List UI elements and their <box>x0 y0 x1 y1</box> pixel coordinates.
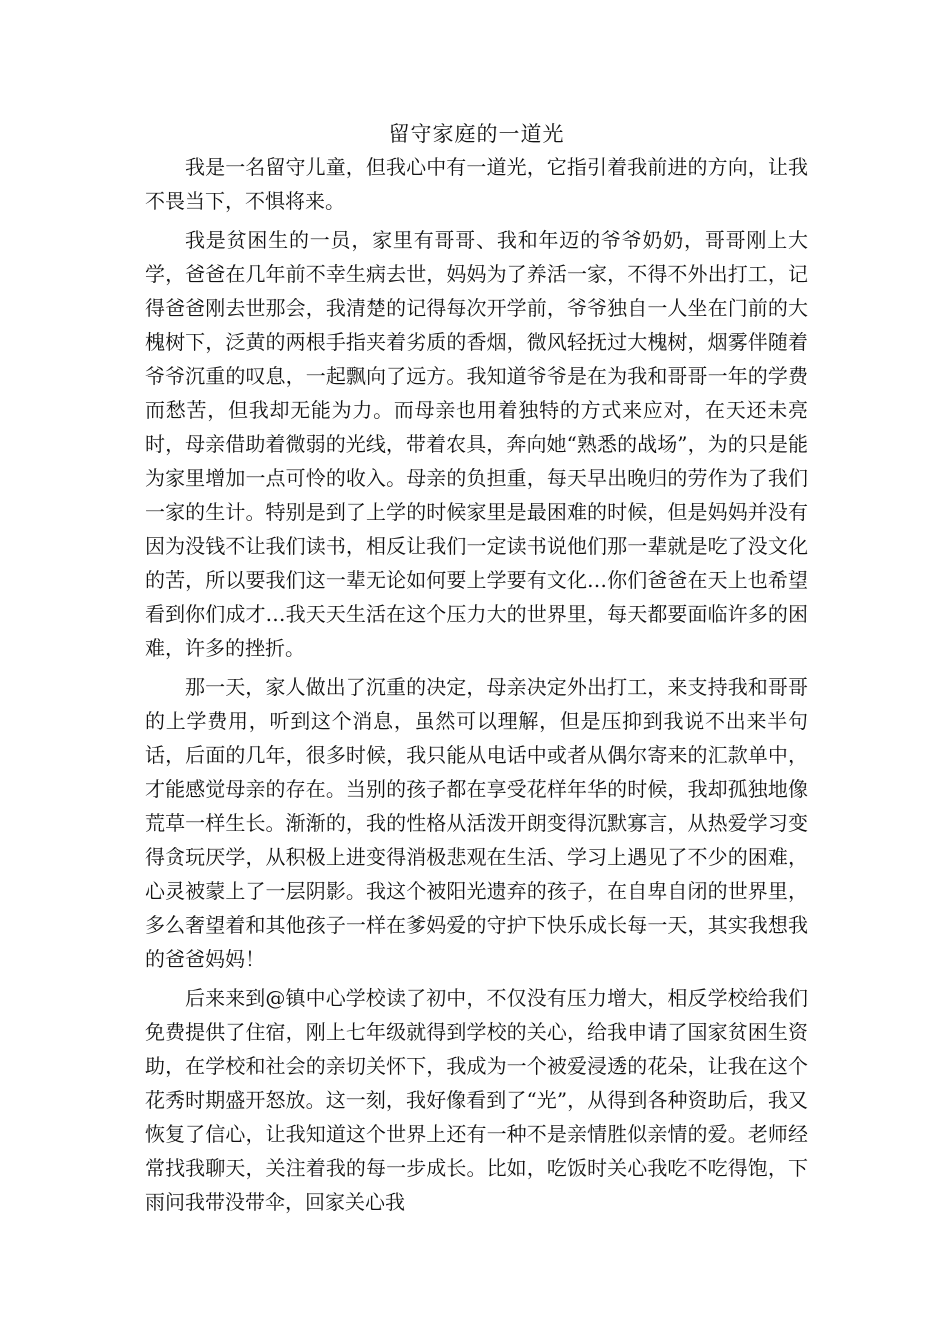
document-page <box>145 118 808 1224</box>
document-title: 留守家庭的一道光 <box>388 122 565 146</box>
paragraph-2: 我是贫困生的一员，家里有哥哥、我和年迈的爷爷奶奶，哥哥刚上大学，爸爸在几年前不幸生病去世，妈妈为了养活一家，不得不外出打工，记得爸爸刚去世那会，我清楚的记得每次开学前，爷爷独自一人坐在门前的大槐树下，泛黄的两根手指夹着劣质的香烟，微风轻抚过大槐树，烟雾伴随着爷爷沉重的叹息，一起飘向了远方。我知道爷爷是在为我和哥哥一年的学费而愁苦，但我却无能为力。而母亲也用着独特的方式来应对，在天还未亮时，母亲借助着微弱的光线，带着农具，奔向她“熟悉的战场”，为的只是能为家里增加一点可怜的收入。母亲的负担重，每天早出晚归的劳作为了我们一家的生计。特别是到了上学的时候家里是最困难的时候，但是妈妈并没有因为没钱不让我们读书，相反让我们一定读书说他们那一辈就是吃了没文化的苦，所以要我们这一辈无论如何要上学要有文化…你们爸爸在天上也希望看到你们成才…我天天生活在这个压力大的世界里，每天都要面临许多的困难，许多的挫折。 <box>145 228 808 660</box>
paragraph-1: 我是一名留守儿童，但我心中有一道光，它指引着我前进的方向，让我不畏当下，不惧将来。 <box>145 155 808 213</box>
paragraph-4: 后来来到@镇中心学校读了初中，不仅没有压力增大，相反学校给我们免费提供了住宿，刚上七年级就得到学校的关心，给我申请了国家贫困生资助，在学校和社会的亲切关怀下，我成为一个被爱浸透的花朵，让我在这个花秀时期盛开怒放。这一刻，我好像看到了“光”，从得到各种资助后，我又恢复了信心，让我知道这个世界上还有一种不是亲情胜似亲情的爱。老师经常找我聊天，关注着我的每一步成长。比如，吃饭时关心我吃不吃得饱，下雨问我带没带伞，回家关心我 <box>145 986 808 1214</box>
paragraph-3: 那一天，家人做出了沉重的决定，母亲决定外出打工，来支持我和哥哥的上学费用，听到这个消息，虽然可以理解，但是压抑到我说不出来半句话，后面的几年，很多时候，我只能从电话中或者从偶尔寄来的汇款单中，才能感觉母亲的存在。当别的孩子都在享受花样年华的时候，我却孤独地像荒草一样生长。渐渐的，我的性格从活泼开朗变得沉默寡言，从热爱学习变得贪玩厌学，从积极上进变得消极悲观在生活、学习上遇见了不少的困难，心灵被蒙上了一层阴影。我这个被阳光遗弃的孩子，在自卑自闭的世界里，多么奢望着和其他孩子一样在爹妈爱的守护下快乐成长每一天，其实我想我的爸爸妈妈！ <box>145 675 808 971</box>
